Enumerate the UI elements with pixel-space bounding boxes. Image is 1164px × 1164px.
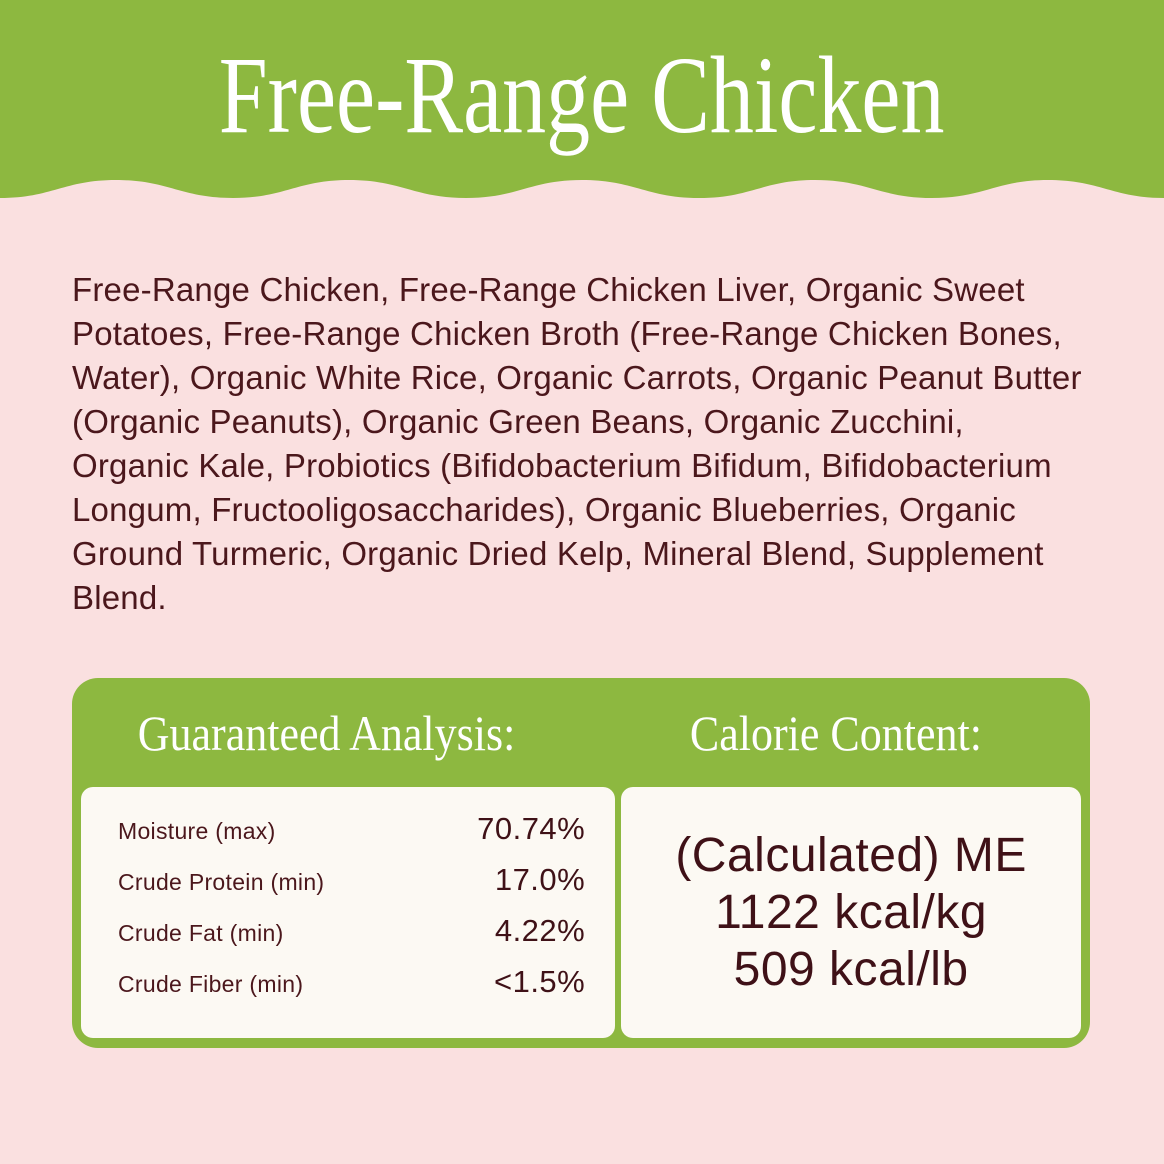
calorie-content-heading: Calorie Content: (689, 704, 982, 761)
calorie-content-heading-cell (581, 704, 1090, 762)
analysis-row-moisture (118, 811, 585, 847)
calorie-line-kcal-per-lb: 509 kcal/lb (733, 943, 969, 996)
analysis-calorie-card (72, 678, 1090, 1048)
ingredients-text: Free-Range Chicken, Free-Range Chicken Liver, Organic Sweet Potatoes, Free-Range Chicken Broth (Free-Range Chicken Bones, Water), Organic White Rice, Organic Carrots, Organic Peanut Butter (Organic Peanuts), Organic Green Beans, Organic Zucchini, Organic Kale, Probiotics (Bifidobacterium Bifidum, Bifidobacterium Longum, Fructooligosaccharides), Organic Blueberries, Organic Ground Turmeric, Organic Dried Kelp, Mineral Blend, Supplement Blend. (72, 271, 1082, 616)
analysis-row-label: Crude Protein (min) (118, 869, 325, 895)
page-title: Free-Range Chicken (219, 34, 945, 156)
analysis-row-fat (118, 913, 585, 949)
guaranteed-analysis-panel (81, 787, 615, 1038)
analysis-row-fiber (118, 964, 585, 1000)
calorie-line-calculated-me: (Calculated) ME (675, 829, 1027, 882)
analysis-row-label: Moisture (max) (118, 818, 276, 844)
calorie-content-panel (621, 787, 1081, 1038)
card-panels-row (72, 787, 1090, 1048)
analysis-row-value: <1.5% (493, 964, 586, 999)
card-headings-row (72, 678, 1090, 787)
analysis-row-protein (118, 862, 585, 898)
analysis-row-label: Crude Fiber (min) (118, 971, 304, 997)
analysis-row-value: 17.0% (494, 862, 586, 897)
analysis-row-value: 70.74% (477, 811, 586, 846)
guaranteed-analysis-heading-cell (72, 704, 581, 762)
header-band (0, 0, 1164, 190)
analysis-row-label: Crude Fat (min) (118, 920, 284, 946)
calorie-line-kcal-per-kg: 1122 kcal/kg (715, 886, 988, 939)
analysis-row-value: 4.22% (494, 913, 586, 948)
guaranteed-analysis-heading: Guaranteed Analysis: (137, 704, 516, 761)
